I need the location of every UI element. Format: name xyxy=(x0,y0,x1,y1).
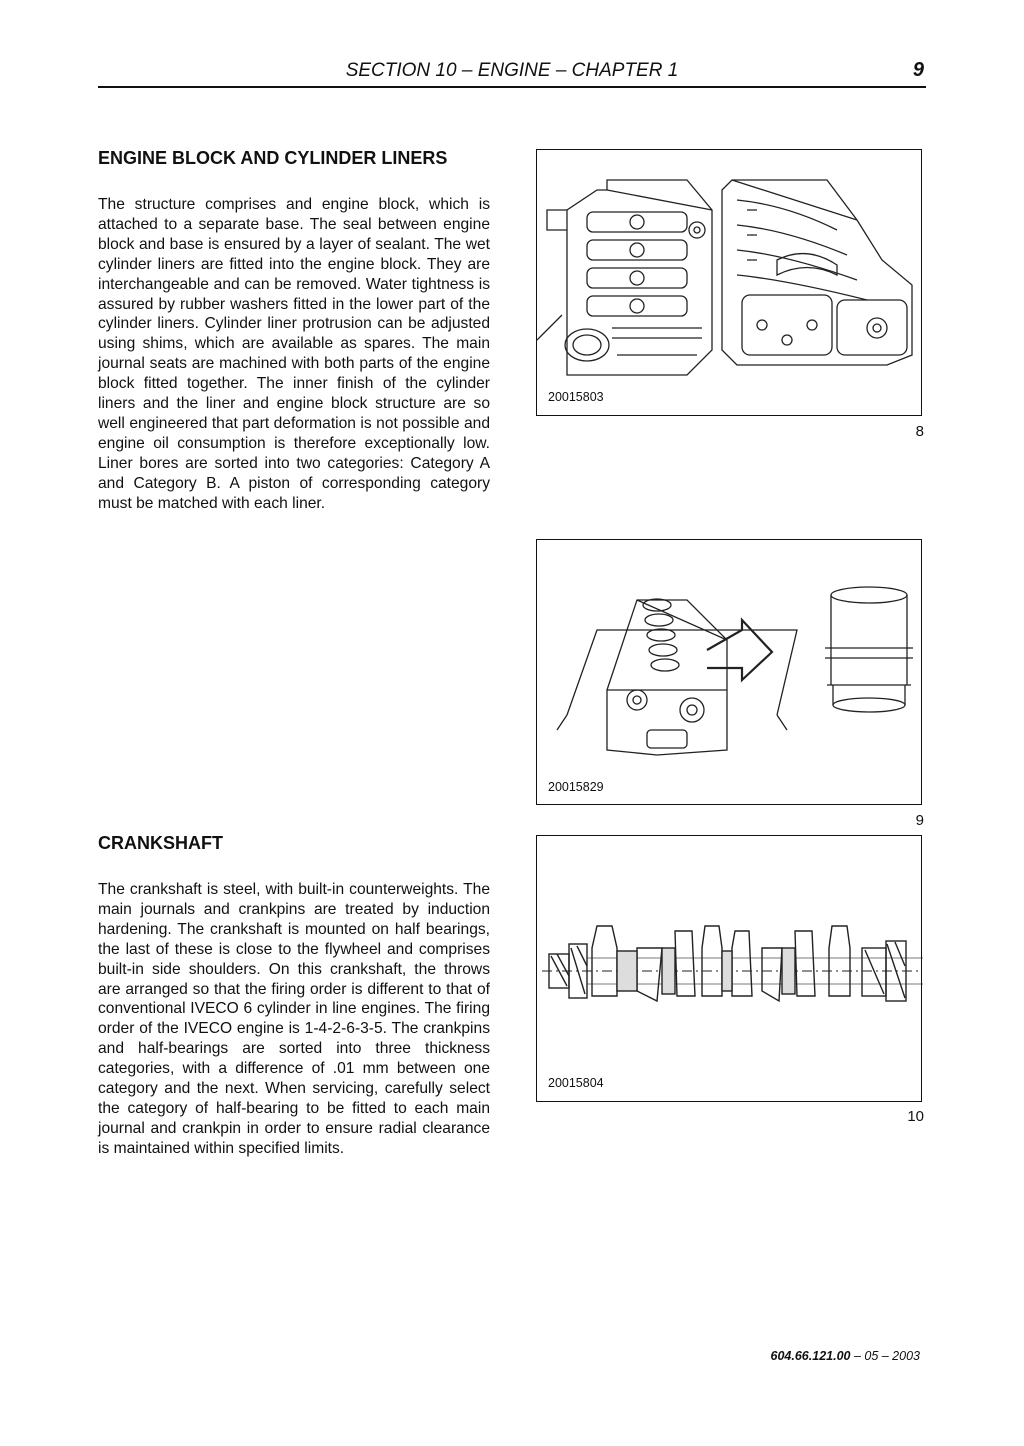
section-heading-engine-block: ENGINE BLOCK AND CYLINDER LINERS xyxy=(98,148,448,168)
figure-number: 10 xyxy=(907,1108,924,1125)
document-code: 604.66.121.00 xyxy=(770,1349,851,1363)
section-body-engine-block: The structure comprises and engine block, which is attached to a separate base. The seal between engine block and base is ensured by a layer of sealant. The wet cylinder liners are fitted into the engine block. They are interchangeable and can be removed. Water tightness is assured by rubber washers fitted in the lower part of the cylinder liners. Cylinder liner protrusion can be adjusted using shims, which are available as spares. The main journal seats are machined with both parts of the engine block fitted together. The inner finish of the cylinder liners and the liner and engine block structure are so well engineered that part deformation is not possible and engine oil consumption is therefore exceptionally low. Liner bores are sorted into two categories: Category A and Category B. A piston of corresponding category must be matched with each liner. xyxy=(98,196,490,512)
figure-number: 9 xyxy=(915,812,924,829)
figure-number: 8 xyxy=(915,423,924,440)
figure-engine-block-and-liner xyxy=(536,539,922,805)
figure-code: 20015803 xyxy=(548,390,604,404)
section-heading-crankshaft: CRANKSHAFT xyxy=(98,833,223,853)
engine-block-illustration xyxy=(537,150,923,417)
page-number: 9 xyxy=(912,59,924,81)
page-footer xyxy=(771,1349,920,1363)
figure-engine-block-halves xyxy=(536,149,922,416)
page-header xyxy=(98,58,926,88)
figure-crankshaft xyxy=(536,835,922,1102)
figure-code: 20015804 xyxy=(548,1076,604,1090)
figure-code: 20015829 xyxy=(548,780,604,794)
section-title: SECTION 10 – ENGINE – CHAPTER 1 xyxy=(345,60,679,81)
document-date: – 05 – 2003 xyxy=(850,1349,920,1363)
crankshaft-illustration xyxy=(537,836,923,1103)
section-body-crankshaft: The crankshaft is steel, with built-in counterweights. The main journals and crankpins are treated by induction hardening. The crankshaft is mounted on half bearings, the last of these is close to the flywheel and comprises built-in side shoulders. On this crankshaft, the throws are arranged so that the firing order is different to that of conventional IVECO 6 cylinder in line engines. The firing order of the IVECO engine is 1-4-2-6-3-5. The crankpins and half-bearings are sorted into three thickness categories, with a difference of .01 mm between one category and the next. When servicing, carefully select the category of half-bearing to be fitted to each main journal and crankpin in order to ensure radial clearance is maintained within specified limits. xyxy=(98,881,490,1157)
engine-block-liner-illustration xyxy=(537,540,923,806)
